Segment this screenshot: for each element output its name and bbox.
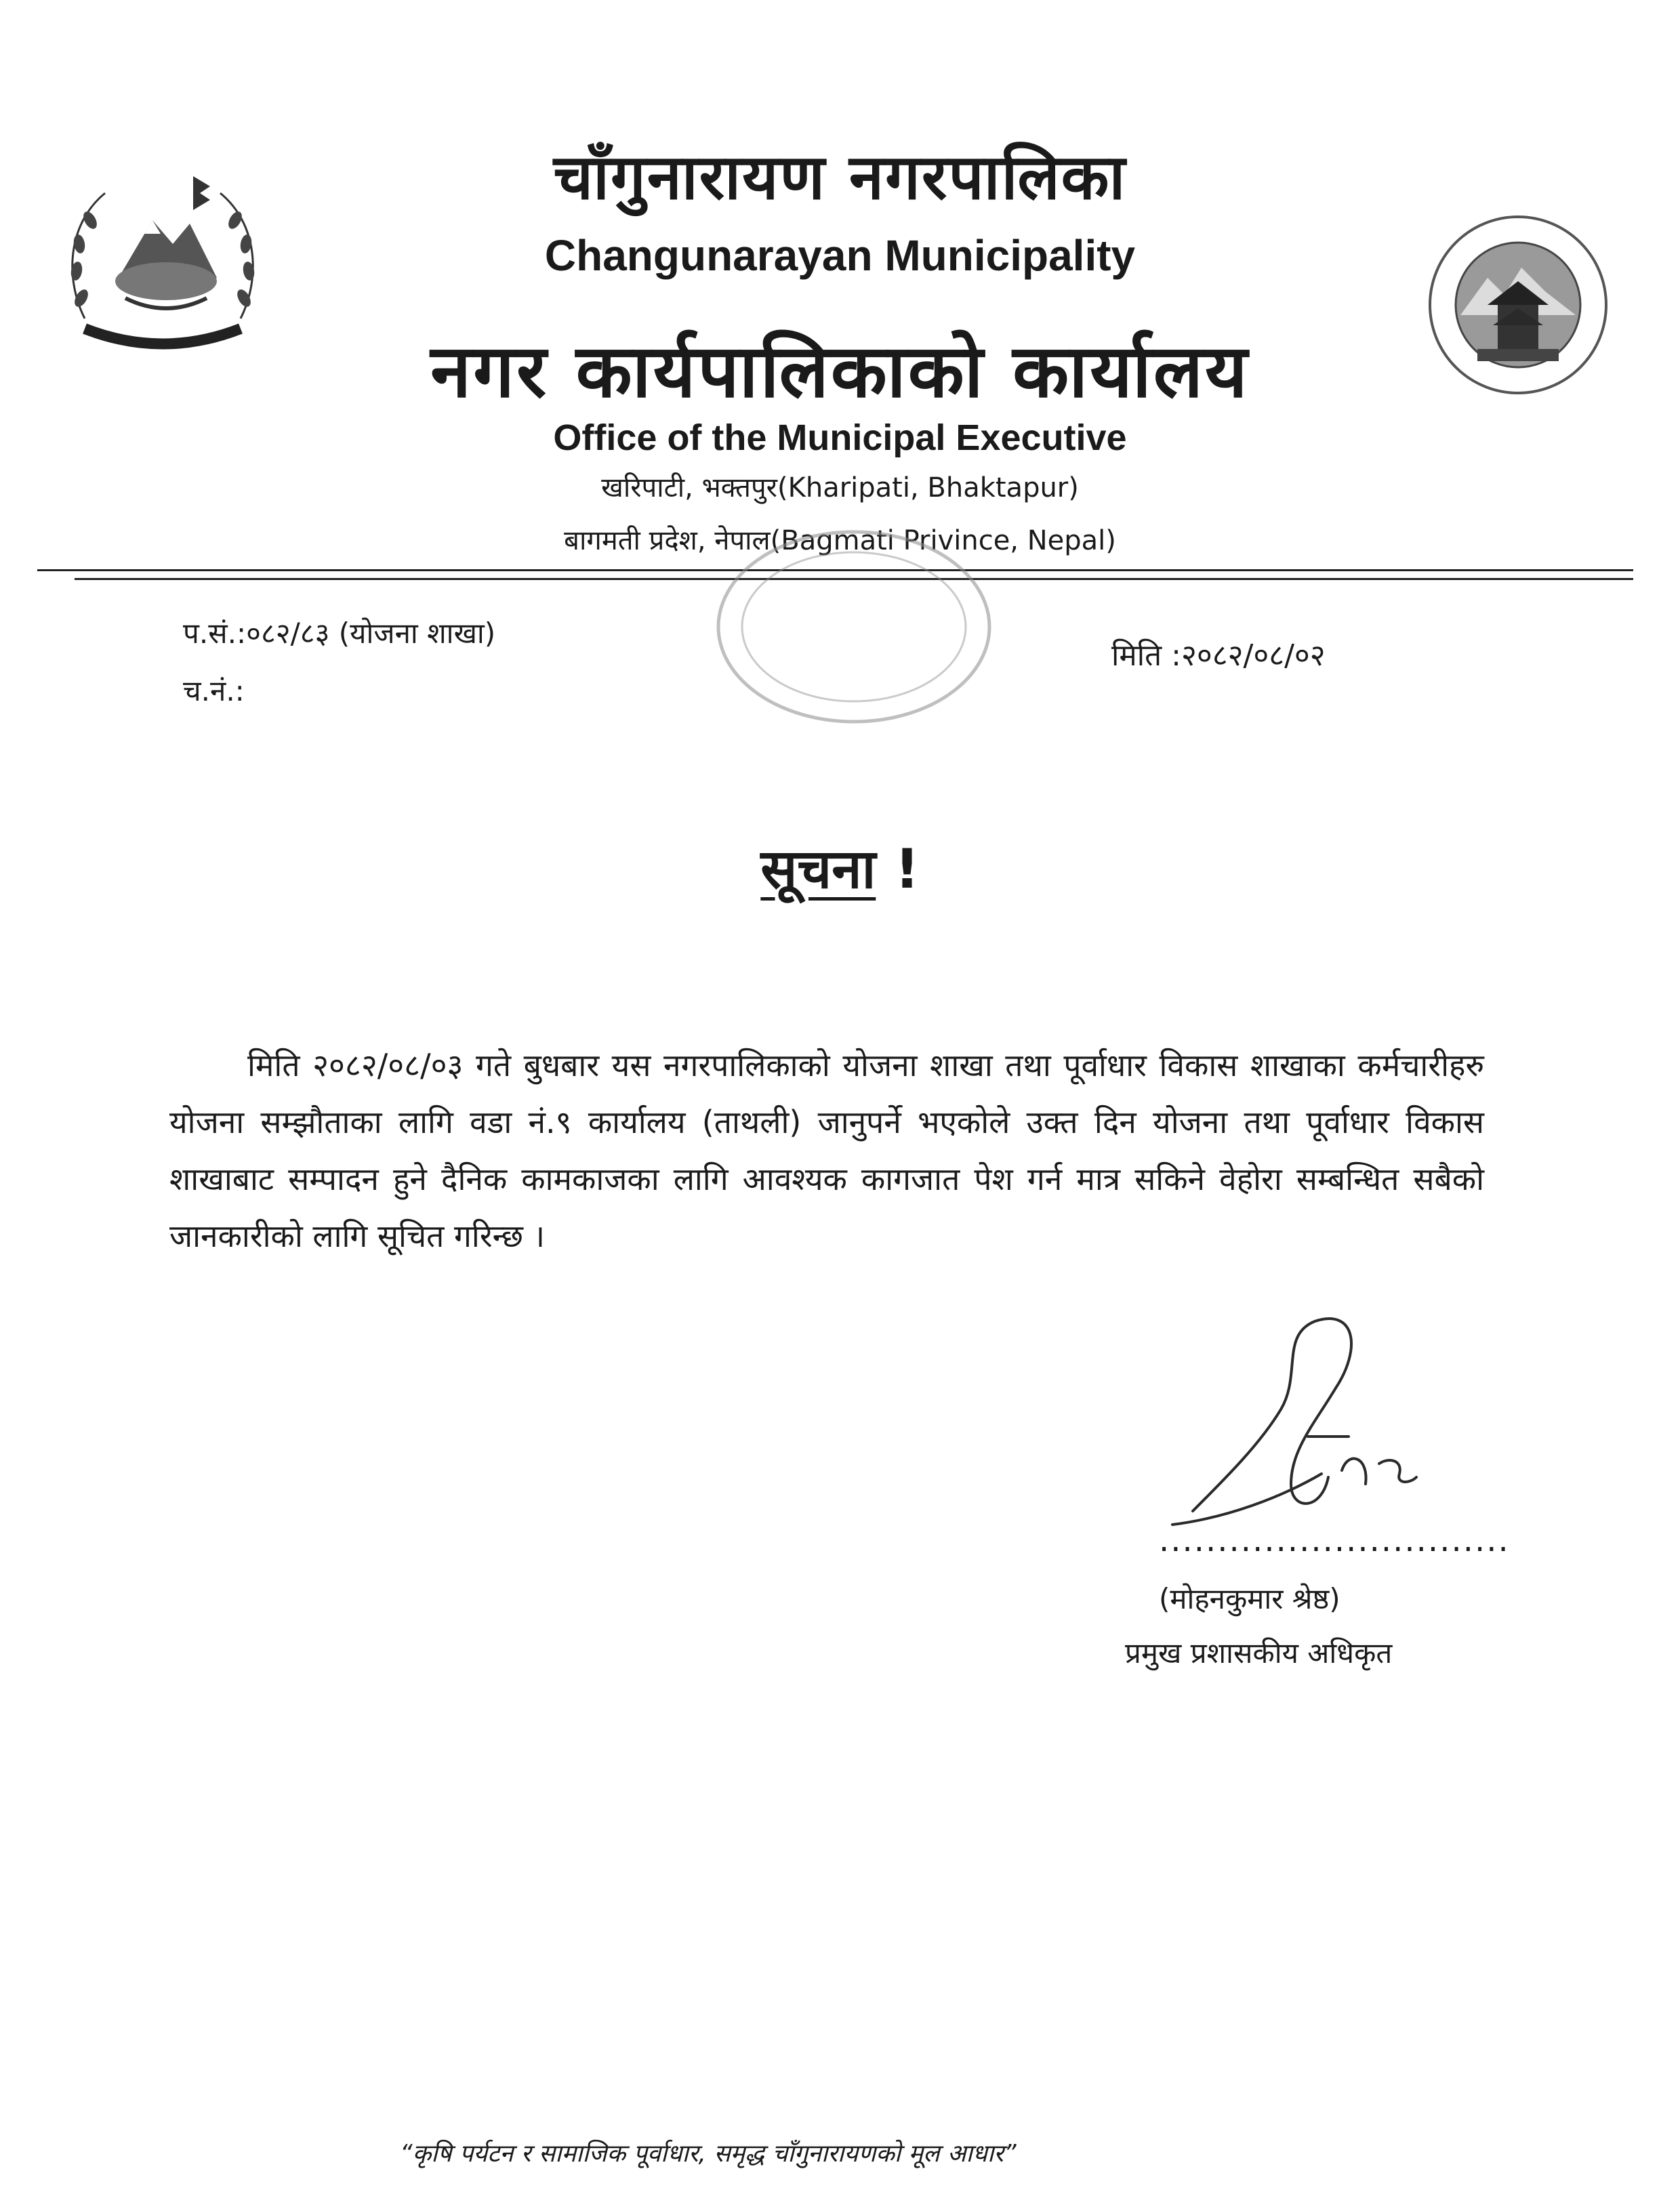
- signatory-name: (मोहनकुमार श्रेष्ठ): [1159, 1582, 1340, 1615]
- municipality-name-en: Changunarayan Municipality: [544, 231, 1136, 280]
- signatory-title: प्रमुख प्रशासकीय अधिकृत: [1125, 1636, 1393, 1670]
- signature-line: ..............................: [1159, 1521, 1510, 1559]
- dispatch-number: च.नं.:: [183, 674, 245, 707]
- signature-icon: [1145, 1308, 1471, 1545]
- address-line-2: बागमती प्रदेश, नेपाल(Bagmati Privince, Nepal): [564, 525, 1116, 556]
- footer-motto: “कृषि पर्यटन र सामाजिक पूर्वाधार, समृद्ध चाँगुनारायणको मूल आधार”: [400, 2140, 1017, 2168]
- office-name-np: नगर कार्यपालिकाको कार्यालय: [430, 329, 1250, 414]
- reference-number: प.सं.:०८२/८३ (योजना शाखा): [183, 617, 496, 650]
- notice-body: मिति २०८२/०८/०३ गते बुधबार यस नगरपालिकाको योजना शाखा तथा पूर्वाधार विकास शाखाका कर्मचारीहरु योजना सम्झौताका लागि वडा नं.९ कार्यालय (ताथली) जानुपर्ने भएकोले उक्त दिन योजना तथा पूर्वाधार विकास शाखाबाट सम्पादन हुने दैनिक कामकाजका लागि आवश्यक कागजात पेश गर्न मात्र सकिने वेहोरा सम्बन्धित सबैको जानकारीको लागि सूचित गरिन्छ ।: [169, 1047, 1484, 1254]
- notice-heading-mark: !: [895, 838, 920, 901]
- office-stamp-icon: [705, 515, 1003, 739]
- notice-heading-text: सूचना: [760, 838, 876, 901]
- issue-date: मिति :२०८२/०८/०२: [1111, 638, 1326, 673]
- notice-heading: [0, 830, 1680, 904]
- municipality-name-np: चाँगुनारायण नगरपालिका: [553, 141, 1127, 213]
- address-line-1: खरिपाटी, भक्तपुर(Kharipati, Bhaktapur): [601, 472, 1079, 503]
- office-name-en: Office of the Municipal Executive: [553, 417, 1127, 458]
